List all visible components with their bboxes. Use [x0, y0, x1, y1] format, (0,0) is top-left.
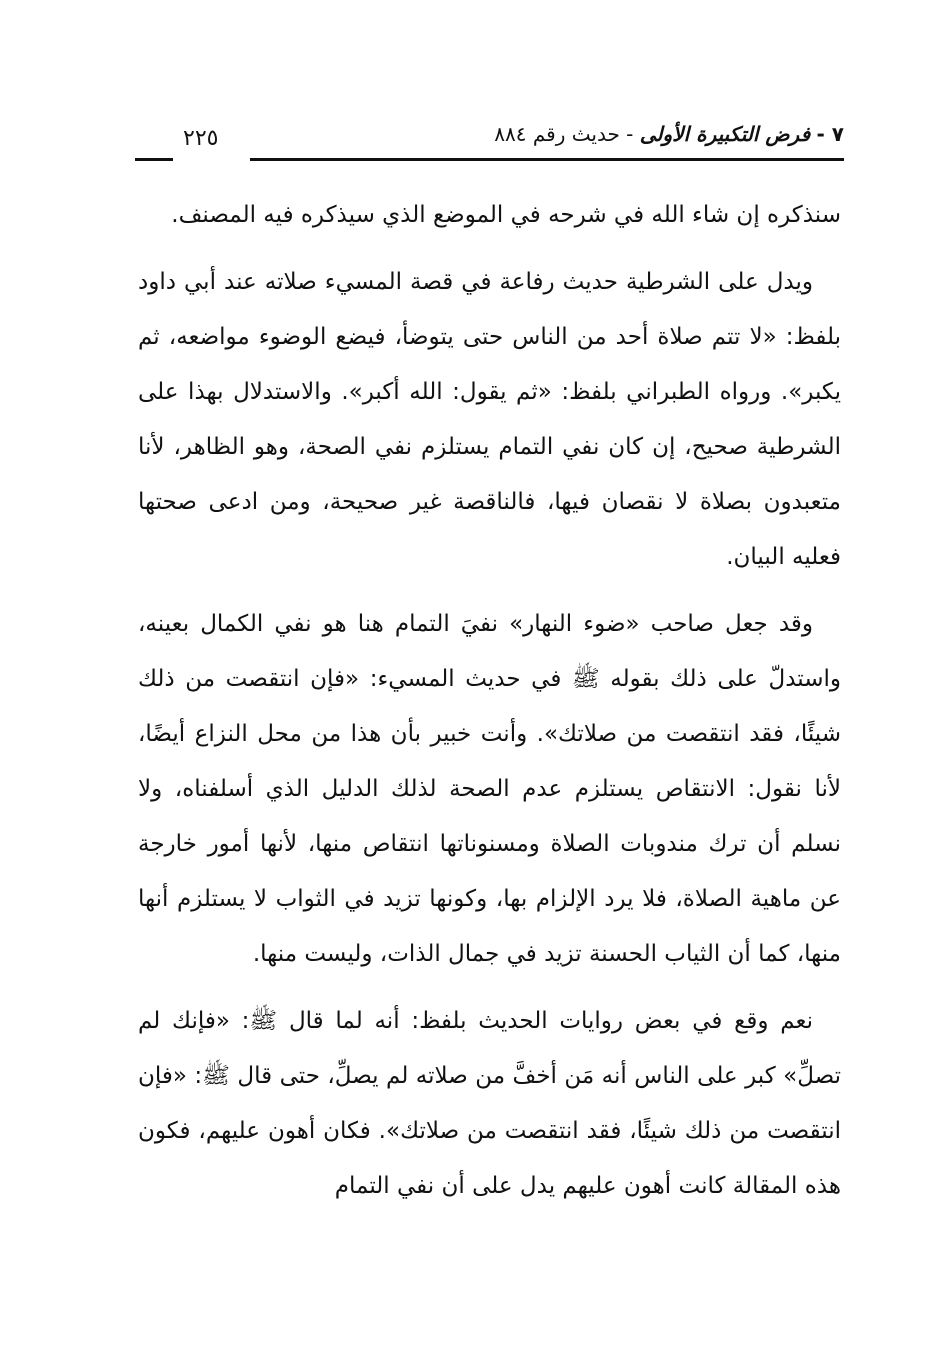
chapter-number: ٧ -: [816, 122, 844, 146]
header-title: [494, 122, 844, 146]
body-text: [138, 188, 841, 1226]
hadith-reference: - حديث رقم ٨٨٤: [494, 122, 634, 146]
running-header: [135, 118, 844, 168]
header-rule: [250, 158, 844, 161]
paragraph-1: سنذكره إن شاء الله في شرحه في الموضع الذي سيذكره فيه المصنف.: [171, 202, 841, 228]
page-number: ٢٢٥: [183, 126, 219, 151]
paragraph-2: ويدل على الشرطية حديث رفاعة في قصة المسيء صلاته عند أبي داود بلفظ: «لا تتم صلاة أحد من الناس حتى يتوضأ، فيضع الوضوء مواضعه، ثم يكبر». ورواه الطبراني بلفظ: «ثم يقول: الله أكبر». والاستدلال بهذا على الشرطية صحيح، إن كان نفي التمام يستلزم نفي الصحة، وهو الظاهر، لأنا متعبدون بصلاة لا نقصان فيها، فالناقصة غير صحيحة، ومن ادعى صحتها فعليه البيان.: [138, 269, 841, 570]
paragraph-3: وقد جعل صاحب «ضوء النهار» نفيَ التمام هنا هو نفي الكمال بعينه، واستدلّ على ذلك بقوله ﷺ في حديث المسيء: «فإن انتقصت من ذلك شيئًا، فقد انتقصت من صلاتك». وأنت خبير بأن هذا من محل النزاع أيضًا، لأنا نقول: الانتقاص يستلزم عدم الصحة لذلك الدليل الذي أسلفناه، ولا نسلم أن ترك مندوبات الصلاة ومسنوناتها انتقاص منها، لأنها أمور خارجة عن ماهية الصلاة، فلا يرد الإلزام بها، وكونها تزيد في الثواب لا يستلزم أنها منها، كما أن الثياب الحسنة تزيد في جمال الذات، وليست منها.: [138, 611, 841, 967]
chapter-title: فرض التكبيرة الأولى: [639, 122, 811, 146]
paragraph-4: نعم وقع في بعض روايات الحديث بلفظ: أنه لما قال ﷺ: «فإنك لم تصلِّ» كبر على الناس أنه مَن أخفَّ من صلاته لم يصلِّ، حتى قال ﷺ: «فإن انتقصت من ذلك شيئًا، فقد انتقصت من صلاتك». فكان أهون عليهم، فكون هذه المقالة كانت أهون عليهم يدل على أن نفي التمام: [138, 1008, 841, 1199]
header-rule-short: [135, 158, 173, 161]
